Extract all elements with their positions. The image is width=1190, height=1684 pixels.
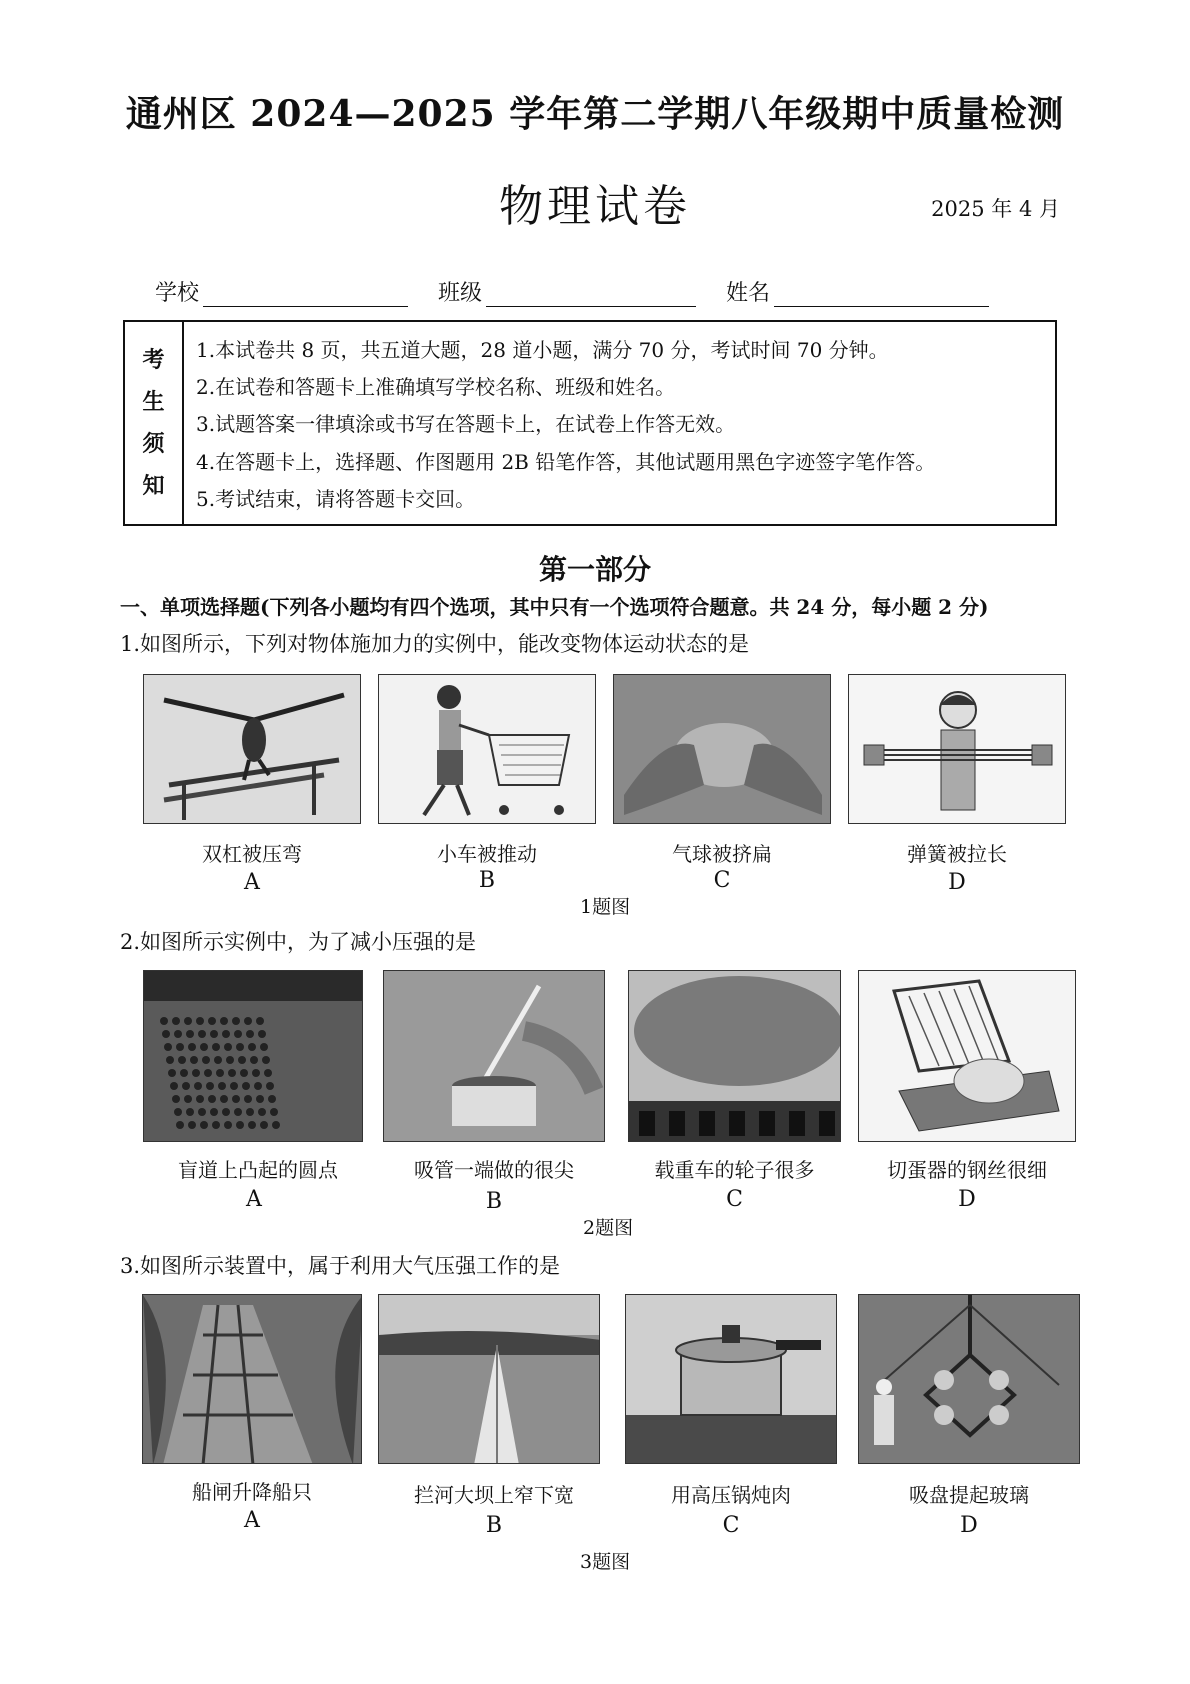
q2-caption-c: 载重车的轮子很多: [654, 1158, 815, 1182]
q2-figure-c-heavy-truck: [628, 970, 841, 1142]
name-blank[interactable]: [774, 280, 989, 307]
exam-notice-box: [123, 320, 1057, 526]
question-3-text: 3.如图所示装置中，属于利用大气压强工作的是: [120, 1254, 561, 1278]
class-label: 班级: [438, 281, 483, 306]
q3-option-c[interactable]: C: [722, 1513, 740, 1538]
q1-option-b[interactable]: B: [478, 868, 496, 893]
q2-option-b[interactable]: B: [485, 1189, 503, 1214]
q1-figure-c-balloon: [613, 674, 831, 824]
q3-figure-b-dam: [378, 1294, 600, 1464]
class-field[interactable]: [438, 276, 696, 307]
q3-caption-b: 拦河大坝上窄下宽: [414, 1483, 574, 1507]
q2-caption-d: 切蛋器的钢丝很细: [887, 1158, 1047, 1182]
q2-figure-label: 2题图: [583, 1217, 634, 1239]
q2-option-c[interactable]: C: [726, 1187, 743, 1212]
q3-figure-a-ship-lock: [142, 1294, 362, 1464]
q2-option-d[interactable]: D: [958, 1187, 976, 1212]
q1-figure-b-shopping-cart: [378, 674, 596, 824]
notice-char-3: 须: [142, 431, 165, 457]
school-label: 学校: [155, 281, 200, 306]
name-label: 姓名: [726, 281, 771, 306]
q3-option-d[interactable]: D: [960, 1513, 978, 1538]
notice-items: [184, 322, 1055, 524]
q2-figure-d-egg-slicer: [858, 970, 1076, 1142]
q1-figure-d-spring: [848, 674, 1066, 824]
q1-figure-a-parallel-bars: [143, 674, 361, 824]
section-title: 一、单项选择题(下列各小题均有四个选项，其中只有一个选项符合题意。共 24 分，每小题 2 分): [120, 595, 989, 619]
exam-date: 2025 年 4 月: [931, 197, 1060, 221]
q1-caption-c: 气球被挤扁: [672, 842, 772, 866]
q3-figure-label: 3题图: [580, 1551, 631, 1573]
q3-figure-c-pressure-cooker: [625, 1294, 837, 1464]
q2-option-a[interactable]: A: [246, 1187, 262, 1212]
q3-option-a[interactable]: A: [244, 1508, 260, 1533]
notice-item: 3.试题答案一律填涂或书写在答题卡上，在试卷上作答无效。: [196, 412, 736, 437]
notice-side-label: [125, 322, 184, 524]
notice-char-4: 知: [142, 473, 165, 499]
notice-item: 2.在试卷和答题卡上准确填写学校名称、班级和姓名。: [196, 375, 676, 400]
q1-option-c[interactable]: C: [713, 868, 731, 893]
student-info-fields: [155, 276, 1035, 307]
q1-caption-a: 双杠被压弯: [202, 842, 302, 866]
q3-caption-c: 用高压锅炖肉: [671, 1483, 791, 1507]
q2-caption-a: 盲道上凸起的圆点: [178, 1158, 338, 1182]
q2-figure-a-tactile-paving: [143, 970, 363, 1142]
exam-header-title: 通州区 2024—2025 学年第二学期八年级期中质量检测: [125, 93, 1065, 135]
q3-figure-d-suction-cup: [858, 1294, 1080, 1464]
notice-char-1: 考: [142, 347, 165, 373]
q3-option-b[interactable]: B: [485, 1513, 503, 1538]
notice-item: 5.考试结束，请将答题卡交回。: [196, 486, 476, 511]
q1-option-d[interactable]: D: [948, 870, 966, 895]
notice-char-2: 生: [142, 389, 165, 415]
q1-caption-d: 弹簧被拉长: [907, 842, 1007, 866]
notice-item: 4.在答题卡上，选择题、作图题用 2B 铅笔作答，其他试题用黑色字迹签字笔作答。: [196, 449, 936, 474]
q1-figure-label: 1题图: [580, 896, 631, 918]
question-2-text: 2.如图所示实例中，为了减小压强的是: [120, 930, 477, 954]
part-title: 第一部分: [538, 553, 651, 586]
q1-caption-b: 小车被推动: [437, 842, 537, 866]
q3-caption-a: 船闸升降船只: [192, 1480, 312, 1504]
q2-caption-b: 吸管一端做的很尖: [414, 1158, 574, 1182]
q2-figure-b-straw: [383, 970, 605, 1142]
exam-subject-title: 物理试卷: [499, 181, 691, 232]
school-blank[interactable]: [203, 280, 408, 307]
notice-item: 1.本试卷共 8 页，共五道大题，28 道小题，满分 70 分，考试时间 70 分钟。: [196, 338, 889, 363]
school-field[interactable]: [155, 276, 408, 307]
class-blank[interactable]: [486, 280, 696, 307]
q3-caption-d: 吸盘提起玻璃: [909, 1483, 1029, 1507]
q1-option-a[interactable]: A: [244, 870, 260, 895]
name-field[interactable]: [726, 276, 989, 307]
question-1-text: 1.如图所示，下列对物体施加力的实例中，能改变物体运动状态的是: [120, 632, 750, 656]
